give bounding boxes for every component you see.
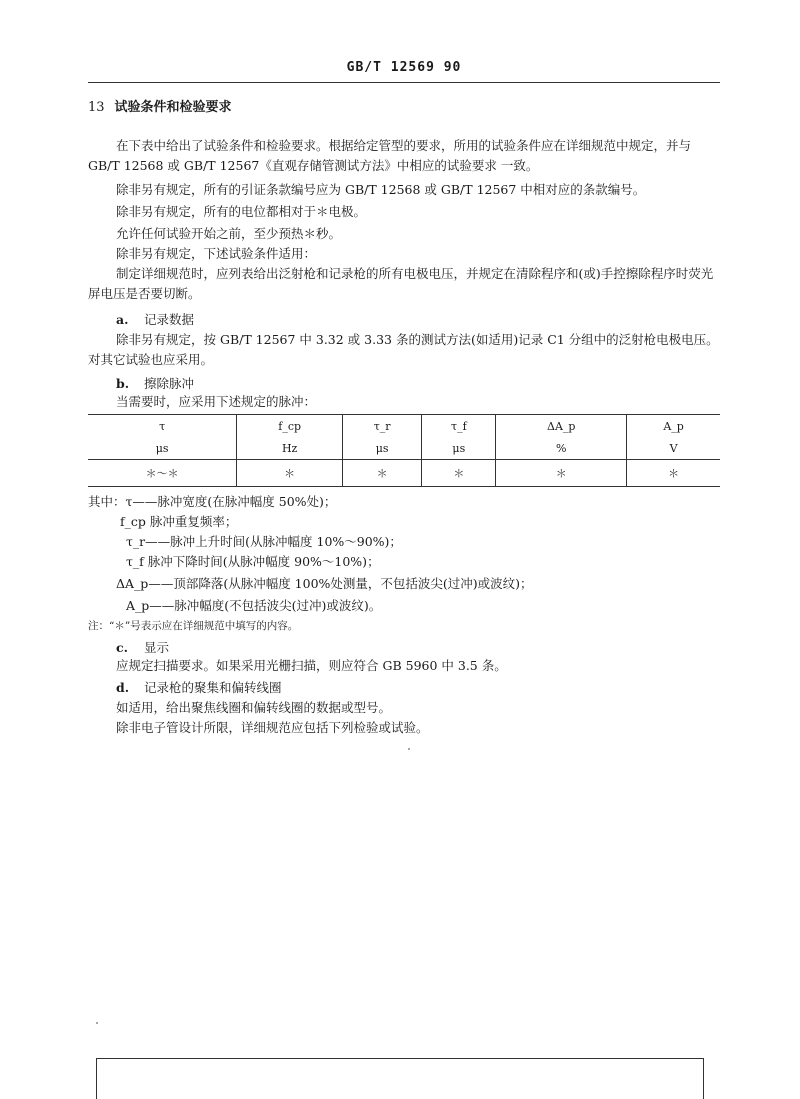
paragraph-9: 应规定扫描要求。如果采用光栅扫描，则应符合 GB 5960 中 3.5 条。 bbox=[116, 658, 507, 673]
legend-text: 脉冲下降时间(从脉冲幅度 90%～10%)； bbox=[143, 554, 380, 569]
subsection-c-label: c. bbox=[116, 640, 128, 655]
table-cell: ＊ bbox=[627, 460, 720, 487]
legend-text: ——脉冲宽度(在脉冲幅度 50%处)； bbox=[132, 494, 337, 509]
legend-symbol: f_cp bbox=[120, 514, 146, 529]
table-cell: ΔA_p bbox=[496, 415, 627, 438]
legend-symbol: ΔA_p bbox=[116, 576, 149, 591]
legend-symbol: A_p bbox=[126, 598, 150, 613]
table-cell: τ_f bbox=[422, 415, 496, 438]
table-cell: A_p bbox=[627, 415, 720, 438]
table-cell: μs bbox=[343, 437, 422, 460]
table-cell: τ_r bbox=[343, 415, 422, 438]
subsection-c-title: 显示 bbox=[144, 640, 170, 655]
paragraph-11: 除非电子管设计所限，详细规范应包括下列检验或试验。 bbox=[116, 720, 429, 735]
subsection-a-label: a. bbox=[116, 312, 129, 327]
paragraph-6: 制定详细规范时，应列表给出泛射枪和记录枪的所有电极电压，并规定在清除程序和(或)手控擦除程序时荧光屏电压是否要切断。 bbox=[88, 266, 714, 301]
table-note: 注：“＊”号表示应在详细规范中填写的内容。 bbox=[88, 620, 299, 632]
table-cell: μs bbox=[88, 437, 237, 460]
legend-item bbox=[120, 512, 237, 530]
subsection-a-title: 记录数据 bbox=[144, 312, 195, 327]
table-row-symbols bbox=[88, 415, 720, 438]
header-rule bbox=[88, 82, 720, 83]
subsection-d-title: 记录枪的聚集和偏转线圈 bbox=[144, 680, 282, 695]
subsection-b-label: b. bbox=[116, 376, 130, 391]
table-cell: ＊ bbox=[343, 460, 422, 487]
legend-symbol: 其中：τ bbox=[88, 494, 133, 509]
table-cell: τ bbox=[88, 415, 237, 438]
table-row-values bbox=[88, 460, 720, 487]
legend-item bbox=[126, 552, 380, 570]
legend-symbol: τ_r bbox=[126, 534, 146, 549]
legend-text: ——顶部降落(从脉冲幅度 100%处测量，不包括波尖(过冲)或波纹)； bbox=[148, 576, 533, 591]
section-title bbox=[88, 96, 232, 115]
paragraph-4: 允许任何试验开始之前，至少预热＊秒。 bbox=[116, 226, 342, 241]
scan-speck bbox=[96, 1022, 98, 1024]
paragraph-3: 除非另有规定，所有的电位都相对于＊电极。 bbox=[116, 204, 367, 219]
scan-speck bbox=[408, 748, 410, 750]
table-cell: ＊ bbox=[496, 460, 627, 487]
legend-item bbox=[126, 596, 381, 614]
subsection-b-title: 擦除脉冲 bbox=[144, 376, 195, 391]
table-cell: ＊ bbox=[422, 460, 496, 487]
table-cell: ＊ bbox=[237, 460, 343, 487]
subsection-b bbox=[116, 374, 194, 392]
footer-frame bbox=[96, 1058, 704, 1099]
paragraph-1: 在下表中给出了试验条件和检验要求。根据给定管型的要求，所用的试验条件应在详细规范中规定，并与 GB/T 12568 或 GB/T 12567《直观存储管测试方法》中相应的试验要求 一致。 bbox=[88, 138, 692, 173]
legend-symbol: τ_f bbox=[126, 554, 144, 569]
subsection-c bbox=[116, 638, 169, 656]
legend-item bbox=[88, 492, 336, 510]
table-cell: Hz bbox=[237, 437, 343, 460]
standard-header: GB/T 12569 90 bbox=[346, 60, 462, 75]
section-number: 13 bbox=[88, 100, 105, 115]
table-cell: f_cp bbox=[237, 415, 343, 438]
legend-text: ——脉冲上升时间(从脉冲幅度 10%～90%)； bbox=[145, 534, 402, 549]
paragraph-10: 如适用，给出聚焦线圈和偏转线圈的数据或型号。 bbox=[116, 700, 392, 715]
table-cell: μs bbox=[422, 437, 496, 460]
table-cell: % bbox=[496, 437, 627, 460]
legend-item bbox=[126, 532, 402, 550]
subsection-a bbox=[116, 310, 194, 328]
table-row-units bbox=[88, 437, 720, 460]
table-cell: V bbox=[627, 437, 720, 460]
subsection-d-label: d. bbox=[116, 680, 130, 695]
pulse-table bbox=[88, 414, 720, 487]
legend-text: ——脉冲幅度(不包括波尖(过冲)或波纹)。 bbox=[149, 598, 382, 613]
paragraph-8: 当需要时，应采用下述规定的脉冲： bbox=[116, 394, 317, 409]
paragraph-2: 除非另有规定，所有的引证条款编号应为 GB/T 12568 或 GB/T 12567 中相对应的条款编号。 bbox=[116, 182, 646, 197]
subsection-d bbox=[116, 678, 282, 696]
paragraph-7: 除非另有规定，按 GB/T 12567 中 3.32 或 3.33 条的测试方法(如适用)记录 C1 分组中的泛射枪电极电压。对其它试验也应采用。 bbox=[88, 332, 719, 367]
legend-text: 脉冲重复频率； bbox=[145, 514, 238, 529]
paragraph-5: 除非另有规定，下述试验条件适用： bbox=[116, 246, 317, 261]
table-cell: ＊～＊ bbox=[88, 460, 237, 487]
legend-item bbox=[116, 574, 533, 592]
section-title-text: 试验条件和检验要求 bbox=[114, 100, 232, 115]
